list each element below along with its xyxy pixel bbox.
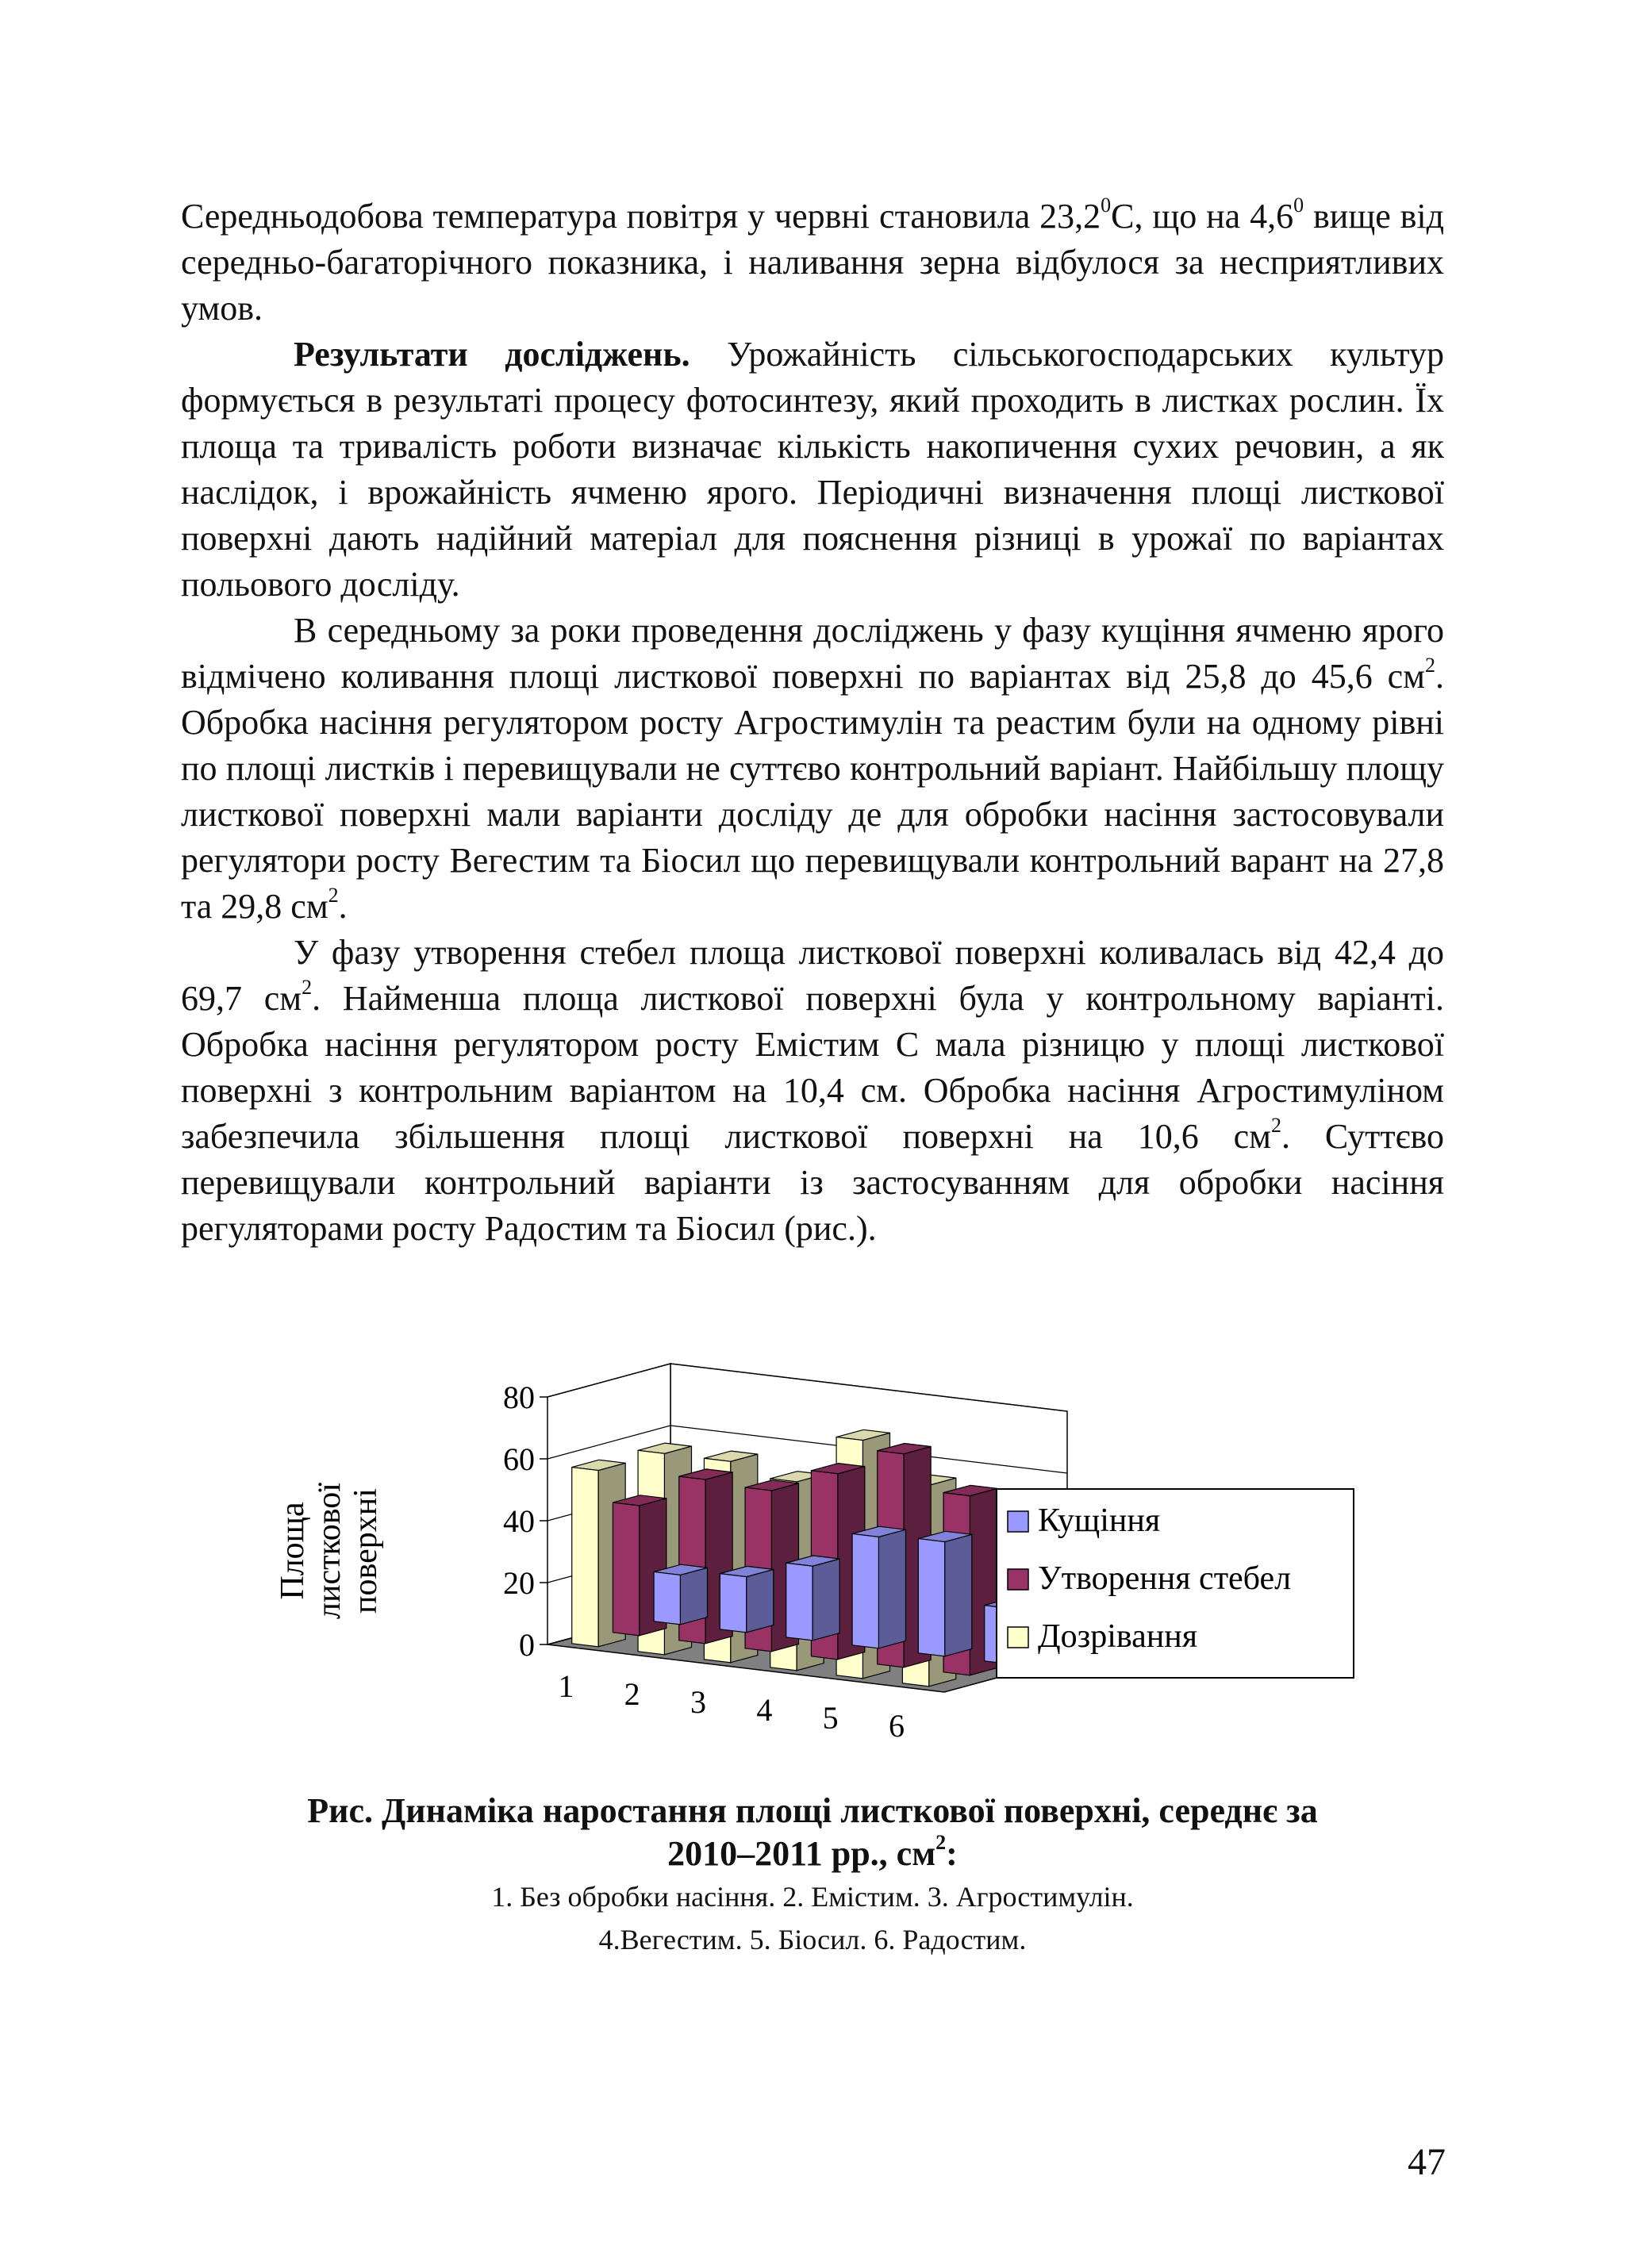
bar-side (747, 1569, 774, 1632)
x-tick-label: 1 (558, 1668, 574, 1704)
bar-side (680, 1568, 707, 1625)
legend-label: Кущіння (1038, 1502, 1161, 1539)
paragraph-3 (181, 608, 1444, 930)
text-run: В середньому за роки проведення досліджень у фазу кущіння ячменю ярого відмічено коливання площі листкової поверхні по варіантах від 25,8 до 45,6 см (181, 611, 1444, 696)
y-tick-label: 60 (503, 1441, 535, 1477)
x-tick-label: 4 (756, 1692, 773, 1728)
text-run: Урожайність сільськогосподарських культур формується в результаті процесу фотосинтезу, який проходить в листках рослин. Їх площа та тривалість роботи визначає кількість накопичення сухих речовин, а як наслідок, і врожайність ячменю ярого. Періодичні визначення площі листкової поверхні дають надійний матеріал для пояснення різниці в урожаї по варіантах польового досліду. (181, 335, 1444, 604)
bar-side (812, 1559, 839, 1641)
bar-side (945, 1534, 972, 1656)
y-tick-label: 40 (503, 1503, 535, 1539)
text-run: У фазу утворення стебел площа листкової поверхні коливалась від 42,4 до 69,7 см (181, 933, 1444, 1018)
paragraph-4 (181, 930, 1444, 1252)
legend-label: Дозрівання (1038, 1618, 1198, 1655)
superscript: 2 (935, 1831, 947, 1855)
text-run: . Найменша площа листкової поверхні була у контрольному варіанті. Обробка насіння регулятором росту Емістим С мала різницю у площі листкової поверхні з контрольним варіантом на 10,4 см. Обробка насіння Агростимуліном забезпечила збільшення площі листкової поверхні на 10,6 см (181, 979, 1444, 1156)
bar (786, 1563, 812, 1641)
legend-label: Утворення стебел (1038, 1560, 1292, 1597)
caption-note-line-1: 1. Без обробки насіння. 2. Емістим. 3. Агростимулін. (491, 1881, 1134, 1913)
legend-swatch (1008, 1569, 1028, 1590)
x-tick-label: 5 (822, 1700, 839, 1736)
x-tick-label: 3 (690, 1684, 706, 1720)
figure-caption-note (181, 1875, 1444, 1961)
bar (654, 1571, 680, 1624)
leaf-area-chart (262, 1360, 1373, 1773)
text-run: : (946, 1834, 958, 1873)
superscript: 0 (1293, 194, 1304, 217)
x-tick-label: 6 (889, 1708, 905, 1744)
caption-title-line-1: Рис. Динаміка наростання площі листкової поверхні, середнє за (307, 1791, 1318, 1830)
body-text (181, 194, 1444, 1252)
bar (720, 1574, 746, 1633)
chart-legend (997, 1489, 1354, 1678)
section-heading: Результати досліджень. (294, 335, 690, 374)
caption-title-line-2 (181, 1832, 1444, 1875)
text-run: Середньодобова температура повітря у червні становила 23,2 (181, 197, 1101, 236)
superscript: 2 (302, 976, 313, 1000)
bar (572, 1468, 598, 1647)
y-tick-label: 0 (519, 1627, 535, 1663)
bar (613, 1502, 639, 1636)
superscript: 0 (1101, 194, 1112, 217)
bar (852, 1533, 878, 1648)
paragraph-2 (181, 332, 1444, 608)
legend-swatch (1008, 1627, 1028, 1648)
paragraph-1 (181, 194, 1444, 332)
bar (918, 1539, 944, 1656)
legend-swatch (1008, 1511, 1028, 1532)
y-axis-label: Площа (275, 1502, 311, 1600)
text-run: . Обробка насіння регулятором росту Агростимулін та реастим були на одному рівні по площі листків і перевищували не суттєво контрольний варіант. Найбільшу площу листкової поверхні мали варіанти досліду де для обробки насіння застосовували регулятори росту Вегестим та Біосил що перевищували контрольний варант на 27,8 та 29,8 см (181, 657, 1444, 926)
superscript: 2 (1425, 654, 1435, 677)
text-run: . (338, 887, 348, 926)
y-axis-label: листкової (311, 1483, 348, 1619)
superscript: 2 (1271, 1114, 1282, 1138)
y-tick-label: 80 (503, 1380, 535, 1415)
page-number: 47 (1408, 2141, 1446, 2183)
superscript: 2 (328, 884, 339, 908)
text-run: вище від середньо-багаторічного показника, і наливання зерна відбулося за несприятливих умов. (181, 197, 1445, 328)
x-tick-label: 2 (624, 1676, 640, 1712)
y-tick-label: 20 (503, 1565, 535, 1601)
text-run: . Суттєво перевищували контрольний варіанти із застосуванням для обробки насіння регуляторами росту Радостим та Біосил (рис.). (181, 1117, 1444, 1248)
text-run: С, що на 4,6 (1111, 197, 1294, 236)
bar-side (878, 1529, 905, 1648)
caption-note-line-2: 4.Вегестим. 5. Біосил. 6. Радостим. (598, 1924, 1027, 1955)
figure-caption-title (181, 1790, 1444, 1875)
y-axis-label: поверхні (348, 1488, 384, 1614)
text-run: 2010–2011 рр., см (667, 1834, 936, 1873)
